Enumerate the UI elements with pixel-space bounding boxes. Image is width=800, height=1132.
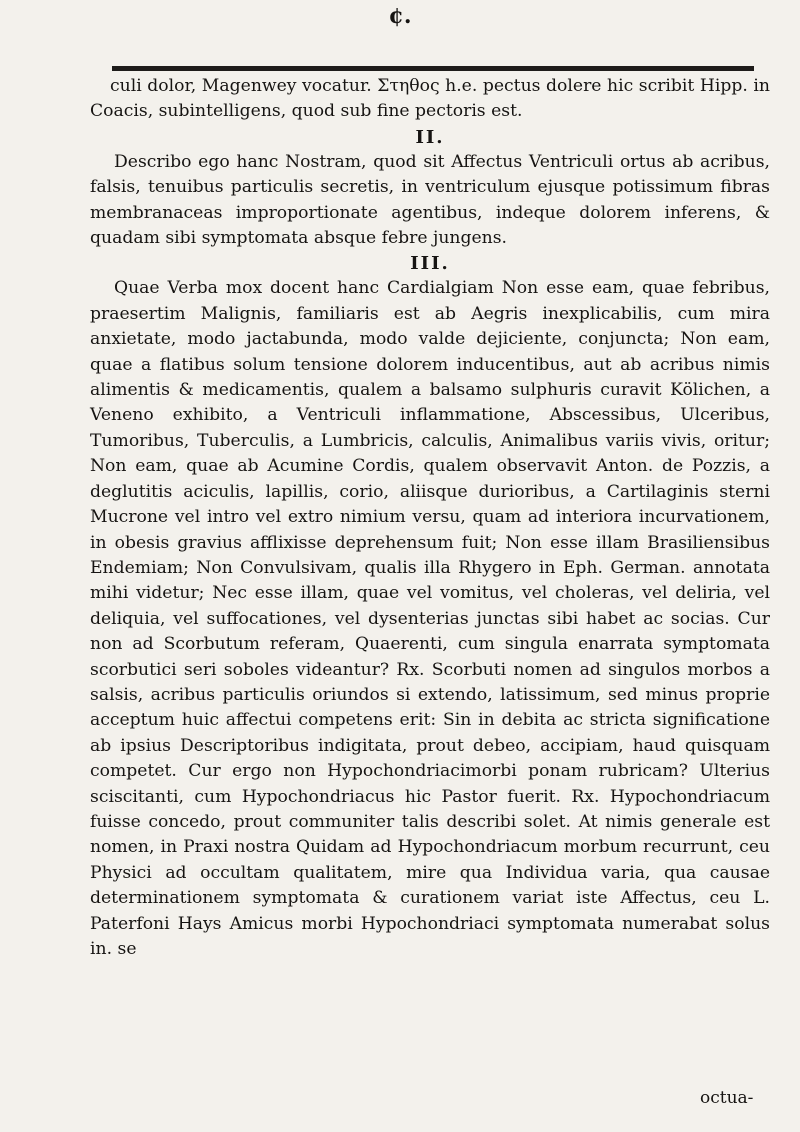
signature-mark: ¢. <box>388 3 412 29</box>
paragraph-3: Quae Verba mox docent hanc Cardialgiam Non esse eam, quae febribus, praesertim Malignis, familiaris est ab Aegris inexplicabilis, cum mira anxietate, modo jactabunda, modo valde dejiciente, conjuncta; Non eam, quae a flatibus solum tensione dolorem inducentibus, aut ab acribus nimis alimentis & medicamentis, qualem a balsamo sulphuris curavit Kölichen, a Veneno exhibito, a Ventriculi inflammatione, Abscessibus, Ulceribus, Tumoribus, Tuberculis, a Lumbricis, calculis, Animalibus variis vivis, oritur; Non eam, quae ab Acumine Cordis, qualem observavit Anton. de Pozzis, a deglutitis aciculis, lapillis, corio, aliisque durioribus, a Cartilaginis sterni Mucrone vel intro vel extro nimium versu, quam ad interiora incurvationem, in obesis gravius afflixisse deprehensum fuit; Non esse illam Brasiliensibus Endemiam; Non Convulsivam, qualis illa Rhygero in Eph. German. annotata mihi videtur; Nec esse illam, quae vel vomitus, vel choleras, vel deliria, vel deliquia, vel suffocationes, vel dysenterias junctas sibi habet ac socias. Cur non ad Scorbutum referam, Quaerenti, cum singula enarrata symptomata scorbutici seri soboles videantur? Rx. Scorbuti nomen ad singulos morbos a salsis, acribus particulis oriundos si extendo, latissimum, sed minus proprie acceptum huic affectui competens erit: Sin in debita ac stricta significatione ab ipsius Descriptoribus indigitata, prout debeo, accipiam, haud quisquam competet. Cur ergo non Hypochondriacimorbi ponam rubricam? Ulterius sciscitanti, cum Hypochondriacus hic Pastor fuerit. Rx. Hypochondriacum fuisse concedo, prout communiter talis describi solet. At nimis generale est nomen, in Praxi nostra Quidam ad Hypochondriacum morbum recurrunt, ceu Physici ad occultam qualitatem, mire qua Individua varia, qua causae determinationem symptomata & curationem variat iste Affectus, ceu L. Paterfoni Hays Amicus morbi Hypochondriaci symptomata numerabat solus in. se <box>90 278 770 959</box>
paragraph-2: Describo ego hanc Nostram, quod sit Affectus Ventriculi ortus ab acribus, falsis, tenuibus particulis secretis, in ventriculum ejusque potissimum fibras membranaceas improportionate agentibus, indeque dolorem inferens, & quadam sibi symptomata absque febre jungens. <box>90 151 770 249</box>
catchword: octua- <box>700 1088 754 1108</box>
section-numeral-2: II. <box>415 126 445 148</box>
body-text <box>90 74 770 962</box>
header-rule <box>112 66 754 71</box>
paragraph-1: culi dolor, Magenwey vocatur. Στηθος h.e. pectus dolere hic scribit Hipp. in Coacis, subintelligens, quod sub fine pectoris est. <box>90 76 770 122</box>
section-numeral-3: III. <box>410 253 450 275</box>
